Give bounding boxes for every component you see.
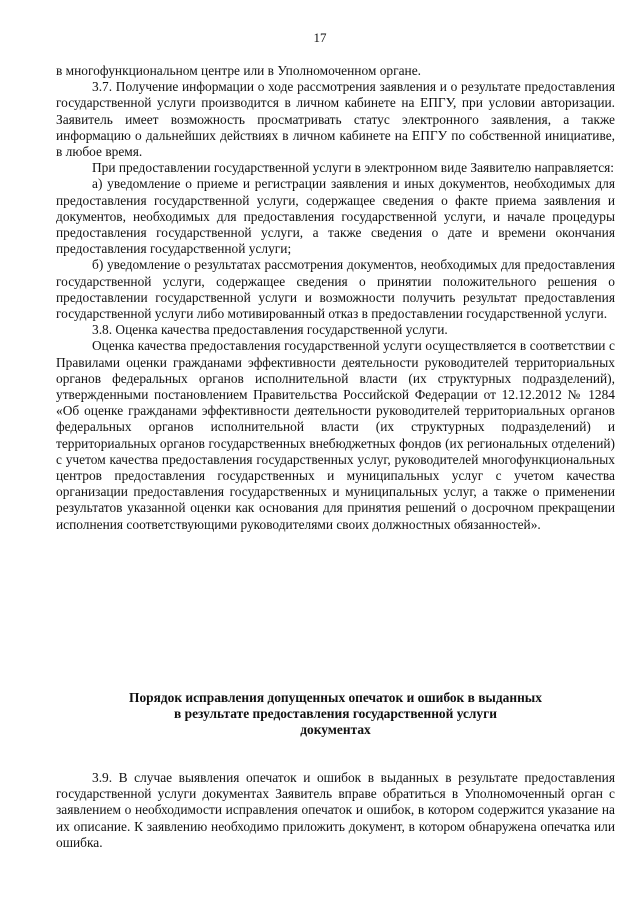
section-heading-line-2: в результате предоставления государственной услуги bbox=[174, 706, 497, 721]
paragraph-continuation: в многофункциональном центре или в Уполномоченном органе. bbox=[56, 63, 422, 78]
paragraph-item-b: б) уведомление о результатах рассмотрения документов, необходимых для предоставления государственной услуги, содержащее сведения о принятии положительного решения о предоставлении государственной услуги и возможности получить результат предоставления государственной услуги либо мотивированный отказ в предоставлении государственной услуги. bbox=[56, 257, 615, 322]
paragraph-quality-assessment: Оценка качества предоставления государственной услуги осуществляется в соответствии с Правилами оценки гражданами эффективности деятельности руководителей территориальных органов федеральных органов исполнительной власти (их структурных подразделений), утвержденными постановлением Правительства Российской Федерации от 12.12.2012 № 1284 «Об оценке гражданами эффективности деятельности руководителей территориальных органов федеральных органов исполнительной власти (их структурных подразделений) и территориальных органов государственных внебюджетных фондов (их региональных отделений) с учетом качества предоставления государственных услуг, руководителей многофункциональных центров предоставления государственных и муниципальных услуг с учетом качества организации предоставления государственных и муниципальных услуг, а также о применении результатов указанной оценки как основания для принятия решений о досрочном прекращении исполнения соответствующими руководителями своих должностных обязанностей». bbox=[56, 338, 615, 532]
body-text-lower bbox=[56, 770, 615, 851]
paragraph-electronic-notice: При предоставлении государственной услуги в электронном виде Заявителю направляется: bbox=[92, 160, 615, 176]
section-heading-line-3: документах bbox=[300, 722, 371, 737]
section-heading bbox=[56, 690, 615, 738]
paragraph-3-7: 3.7. Получение информации о ходе рассмотрения заявления и о результате предоставления государственной услуги производится в личном кабинете на ЕПГУ, при условии авторизации. Заявитель имеет возможность просматривать статус электронного заявления, а также информацию о дальнейших действиях в личном кабинете на ЕПГУ по собственной инициативе, в любое время. bbox=[56, 79, 615, 160]
section-heading-line-1: Порядок исправления допущенных опечаток и ошибок в выданных bbox=[129, 690, 542, 705]
paragraph-3-9: 3.9. В случае выявления опечаток и ошибок в выданных в результате предоставления государственной услуги документах Заявитель вправе обратиться в Уполномоченный орган с заявлением о необходимости исправления опечаток и ошибок, в котором содержится указание на их описание. К заявлению необходимо приложить документ, в котором обнаружена опечатка или ошибка. bbox=[56, 770, 615, 850]
page-number: 17 bbox=[313, 30, 327, 45]
body-text-upper bbox=[56, 63, 615, 533]
paragraph-3-8: 3.8. Оценка качества предоставления государственной услуги. bbox=[92, 322, 448, 338]
paragraph-item-a: а) уведомление о приеме и регистрации заявления и иных документов, необходимых для предоставления государственной услуги, содержащее сведения о факте приема заявления и документов, необходимых для предоставления государственной услуги, и начале процедуры предоставления государственной услуги, а также сведения о дате и времени окончания предоставления государственной услуги; bbox=[56, 176, 615, 257]
